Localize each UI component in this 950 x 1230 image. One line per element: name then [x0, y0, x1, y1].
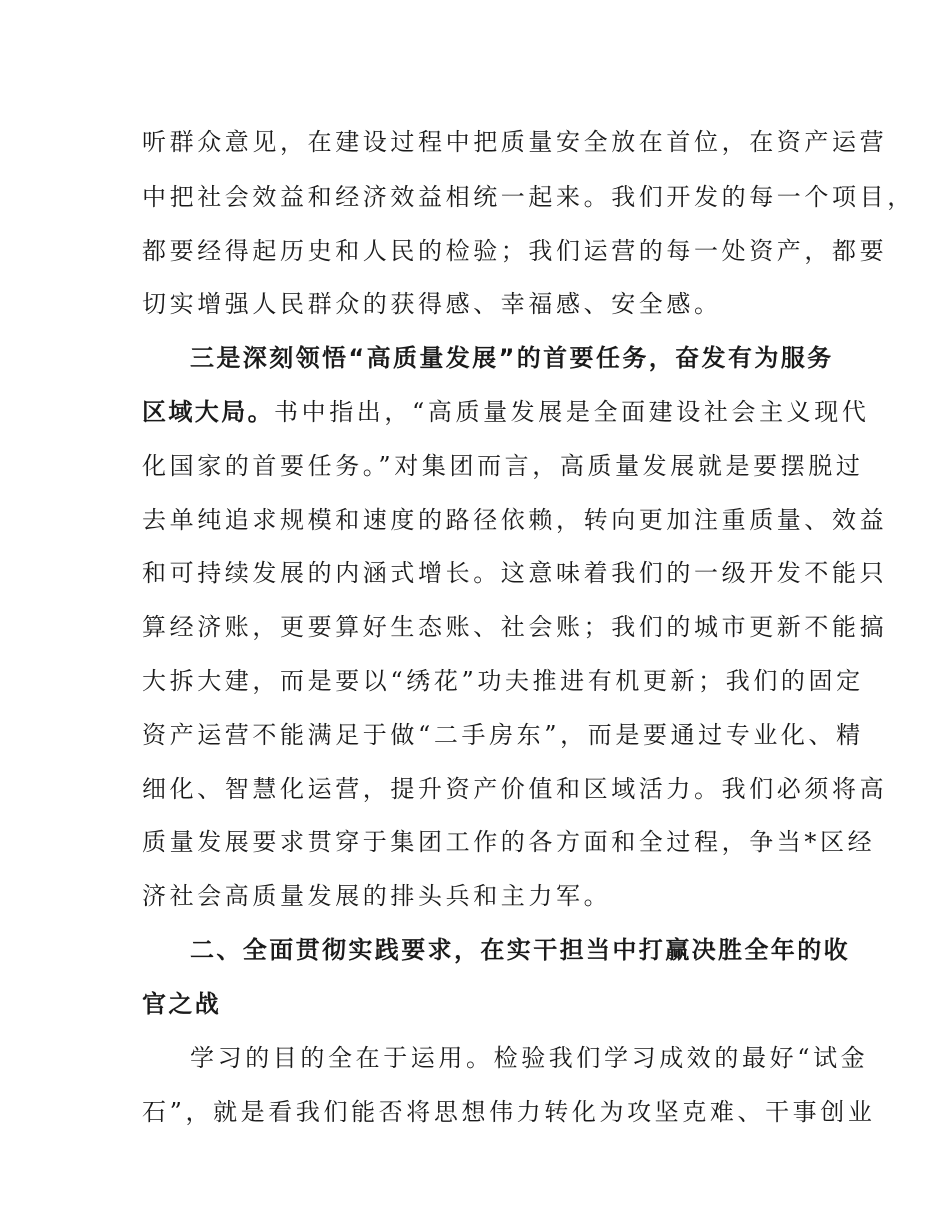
paragraph-1-line-3: 都要经得起历史和人民的检验；我们运营的每一处资产，都要 [142, 237, 888, 265]
paragraph-2-line-10: 质量发展要求贯穿于集团工作的各方面和全过程，争当*区经 [142, 828, 876, 856]
paragraph-2-line-7: 大拆大建，而是要以“绣花”功夫推进有机更新；我们的固定 [142, 667, 864, 695]
paragraph-3-line-2: 石”，就是看我们能否将思想伟力转化为攻坚克难、干事创业 [142, 1098, 876, 1126]
paragraph-1-line-1: 听群众意见，在建设过程中把质量安全放在首位，在资产运营 [142, 128, 888, 156]
paragraph-2-line-8: 资产运营不能满足于做“二手房东”，而是要通过专业化、精 [142, 721, 864, 749]
paragraph-2-line-2 [142, 397, 869, 427]
section-heading-line-1: 二、全面贯彻实践要求，在实干担当中打赢决胜全年的收 [190, 936, 850, 964]
paragraph-2-line-11: 济社会高质量发展的排头兵和主力军。 [142, 882, 612, 910]
paragraph-2-line-5: 和可持续发展的内涵式增长。这意味着我们的一级开发不能只 [142, 559, 888, 587]
paragraph-2-line-3: 化国家的首要任务。”对集团而言，高质量发展就是要摆脱过 [142, 452, 864, 480]
paragraph-2-bold-lead: 三是深刻领悟“高质量发展”的首要任务，奋发有为服务 [190, 344, 834, 372]
paragraph-3-line-1: 学习的目的全在于运用。检验我们学习成效的最好“试金 [190, 1044, 869, 1072]
section-heading-line-2: 官之战 [142, 990, 222, 1018]
paragraph-2-bold-lead-end: 区域大局。 [142, 398, 274, 426]
paragraph-2-line-2-text: 书中指出，“高质量发展是全面建设社会主义现代 [274, 398, 870, 426]
paragraph-1-line-2: 中把社会效益和经济效益相统一起来。我们开发的每一个项目， [142, 183, 915, 211]
paragraph-2-line-6: 算经济账，更要算好生态账、社会账；我们的城市更新不能搞 [142, 613, 888, 641]
paragraph-2-line-9: 细化、智慧化运营，提升资产价值和区域活力。我们必须将高 [142, 775, 888, 803]
paragraph-1-line-4: 切实增强人民群众的获得感、幸福感、安全感。 [142, 290, 722, 318]
paragraph-2-line-4: 去单纯追求规模和速度的路径依赖，转向更加注重质量、效益 [142, 506, 888, 534]
